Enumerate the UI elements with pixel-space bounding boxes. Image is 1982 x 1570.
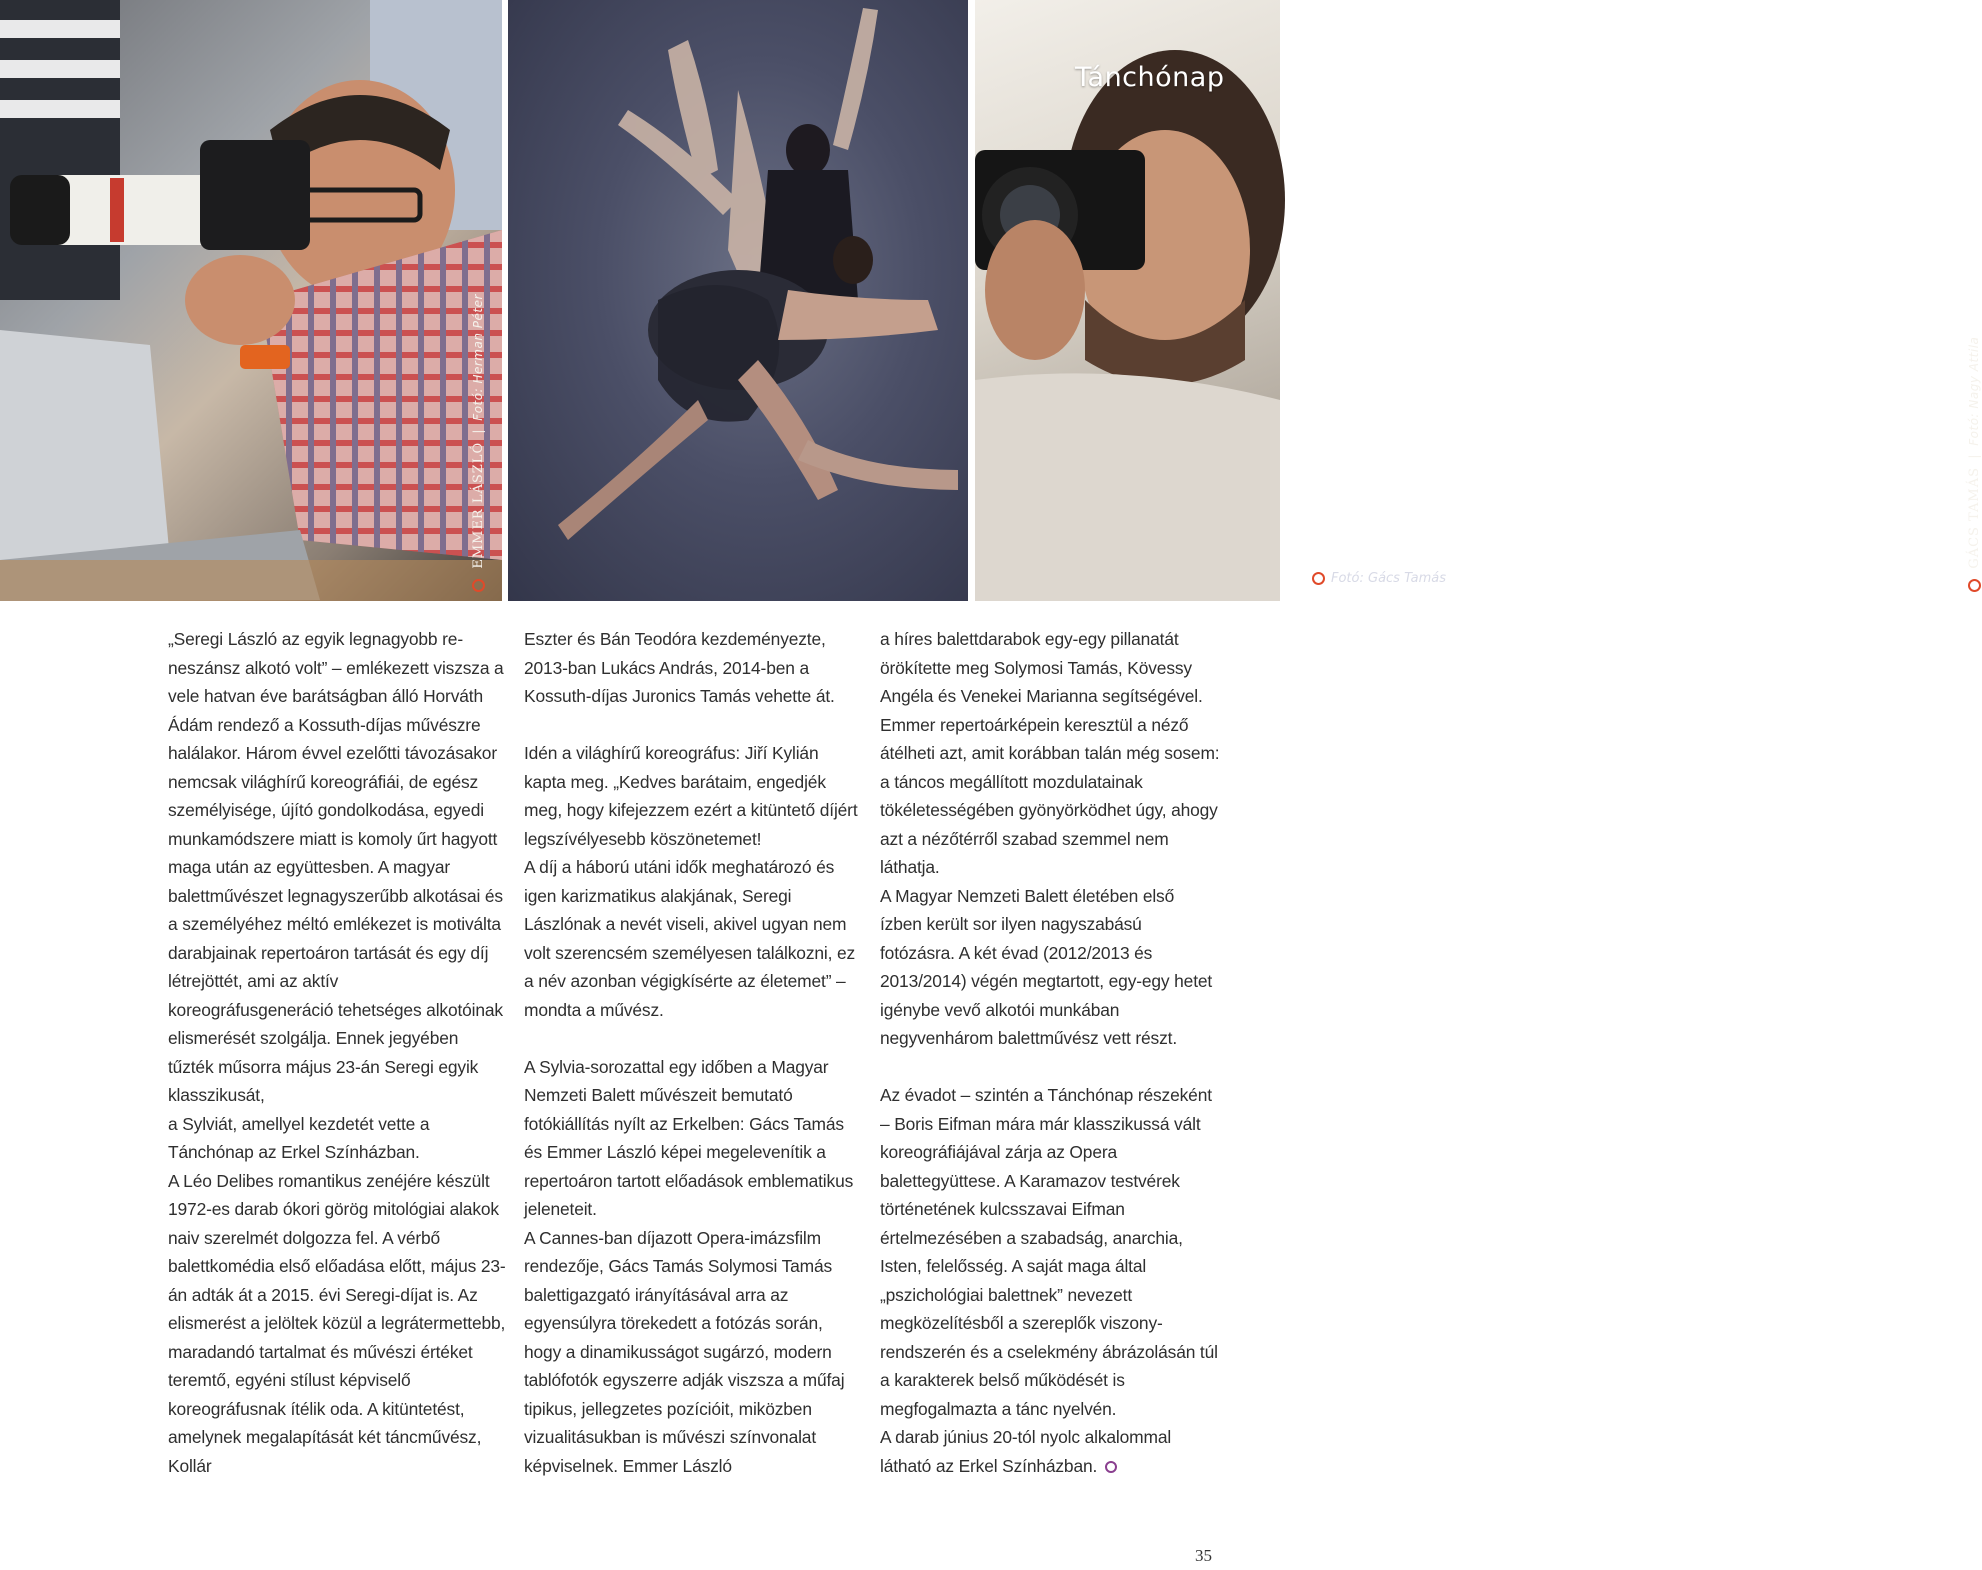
article-column-1 (168, 625, 508, 1480)
paragraph-text: A darab június 20-tól nyolc alkalommal látható az Erkel Színházban. (880, 1427, 1172, 1476)
photo-credit-gacs: GÁCS TAMÁS | Fotó: Nagy Attila (1967, 337, 1982, 592)
paragraph: A Magyar Nemzeti Balett életében első ízben került sor ilyen nagyszabású fotózásra. A két évad (2012/2013 és 2013/2014) végén megtartott, egy-egy hetet igénybe vevő alkotói munkában negyvenhárom balettművész vett részt. (880, 885, 1213, 1048)
paragraph-last (880, 1423, 1220, 1480)
paragraph: a híres balettdarabok egy-egy pillanatát örökítette meg Solymosi Tamás, Kövessy Angéla és Venekei Marianna segítségével. Emmer repertoárképein keresztül a néző átélheti azt, amit korábban talán még sosem: a táncos megállított mozdulatainak tökéletességében gyönyörködhet úgy, ahogy azt a nézőtérről szabad szemmel nem láthatja. (880, 629, 1220, 877)
credit-ring-icon (472, 579, 485, 592)
section-label: Tánchónap (1075, 62, 1225, 93)
article-column-2 (524, 625, 864, 1480)
paragraph: Eszter és Bán Teodóra kezdeményezte, 2013-ban Lukács András, 2014-ben a Kossuth-díjas Juronics Tamás vehette át. (524, 629, 835, 706)
photo-dancers-illustration (508, 0, 968, 601)
credit-ring-icon (1968, 579, 1981, 592)
paragraph: A Léo Delibes romantikus zenéjére készült 1972-es darab ókori görög mitológiai alakok naiv szerelmét dolgozza fel. A vérbő balettkomédia első előadása előtt, május 23-án adták át a 2015. évi Seregi-díjat is. Az elismerést a jelöltek közül a legrátermettebb, maradandó tartalmat és művészi értéket teremtő, egyéni stílust képviselő koreográfusnak ítélik oda. A kitüntetést, amelynek megalapítását két táncművész, Kollár (168, 1170, 506, 1476)
paragraph: A Sylvia-sorozattal egy időben a Magyar Nemzeti Balett művészeit bemutató fotókiállítás nyílt az Erkelben: Gács Tamás és Emmer László képei megelevenítik a repertoáron tartott előadások emblematikus jeleneteit. (524, 1056, 854, 1219)
paragraph: Idén a világhírű koreográfus: Jiří Kylián kapta meg. „Kedves barátaim, engedjék meg, hogy kifejezzem ezért a kitüntető díjért legszívélyesebb köszönetemet! (524, 743, 858, 849)
article-column-3 (880, 625, 1220, 1480)
photo-credit-emmer: EMMER LÁSZLÓ | Fotó: Herman Péter (471, 294, 486, 592)
paragraph: Az évadot – szintén a Tánchónap részeként – Boris Eifman mára már klasszikussá vált koreográfiájával zárja az Opera balettegyüttese. A Karamazov testvérek történetének kulcsszavai Eifman értelmezésében a szabadság, anarchia, Isten, felelősség. A saját maga által „pszichológiai balettnek” nevezett megközelítésből a szereplők viszonyrendszerén és a cselekmény ábrázolásán túl a karakterek belső működését is megfogalmazta a tánc nyelvén. (880, 1085, 1218, 1419)
end-of-article-icon (1105, 1461, 1117, 1473)
paragraph: „Seregi László az egyik legnagyobb reneszánsz alkotó volt” – emlékezett viszsza a vele hatvan éve barátságban álló Horváth Ádám rendező a Kossuth-díjas művészre halálakor. Három évvel ezelőtti távozásakor nemcsak világhírű koreográfiái, de egész személyisége, újító gondolkodása, egyedi munkamódszere miatt is komoly űrt hagyott maga után az együttesben. A magyar balettművészet legnagyszerűbb alkotásai és a személyéhez méltó emlékezet is motiválta darabjainak repertoáron tartását és egy díj létrejöttét, ami az aktív koreográfusgeneráció tehetséges alkotóinak elismerését szolgálja. Ennek jegyében tűzték műsorra május 23-án Seregi egyik klasszikusát, (168, 629, 504, 1105)
photo-emmer-laszlo (0, 0, 502, 601)
photo-emmer-illustration (0, 0, 502, 601)
credit-ring-icon (1312, 572, 1325, 585)
paragraph: a Sylviát, amellyel kezdetét vette a Tánchónap az Erkel Színházban. (168, 1113, 430, 1162)
paragraph: A Cannes-ban díjazott Opera-imázsfilm rendezője, Gács Tamás Solymosi Tamás balettigazgató irányításával arra az egyensúlyra törekedett a fotózás során, hogy a dinamikusságot sugárzó, modern tablófotók egyszerre adják viszsza a műfaj tipikus, jellegzetes pozícióit, miközben vizualitásukban is művészi színvonalat képviselnek. Emmer László (524, 1227, 845, 1476)
photo-credit-gacs-tamas: Fotó: Gács Tamás (1312, 571, 1446, 586)
page-number: 35 (1195, 1546, 1212, 1565)
paragraph: A díj a háború utáni idők meghatározó és igen karizmatikus alakjának, Seregi Lászlónak a nevét viseli, akivel ugyan nem volt szerencsém személyesen találkozni, ez a név azonban végigkísérte az életemet” – mondta a művész. (524, 857, 856, 1020)
